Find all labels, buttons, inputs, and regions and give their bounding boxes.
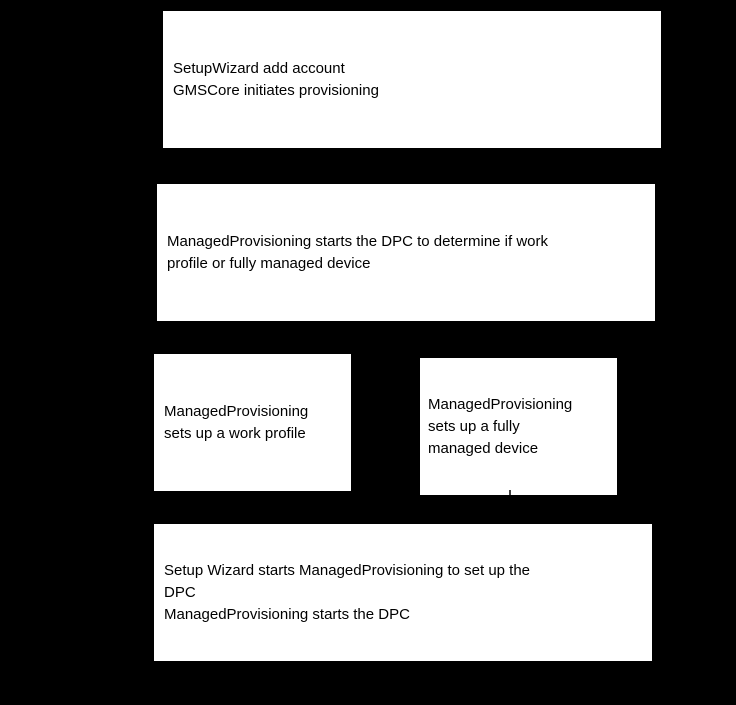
node-text-line: Setup Wizard starts ManagedProvisioning to set up the: [164, 561, 531, 579]
node-managedprovisioning-starts-dpc: [157, 184, 655, 321]
node-text-line: ManagedProvisioning starts the DPC to determine if work: [167, 232, 549, 250]
node-setupwizard-add-account: [163, 11, 661, 148]
node-text-line: ManagedProvisioning starts the DPC: [164, 605, 410, 623]
node-fully-managed-device-setup: [420, 358, 617, 495]
node-text-line: sets up a work profile: [164, 424, 306, 442]
node-text-line: sets up a fully: [428, 417, 520, 435]
node-text-line: profile or fully managed device: [167, 254, 371, 272]
node-setupwizard-starts-managedprovisioning: [154, 524, 652, 661]
node-text-line: SetupWizard add account: [173, 59, 345, 77]
node-text-line: ManagedProvisioning: [164, 402, 309, 420]
node-text-line: GMSCore initiates provisioning: [173, 81, 379, 99]
node-text-line: DPC: [164, 583, 196, 601]
node-text-line: ManagedProvisioning: [428, 395, 573, 413]
node-text-line: managed device: [428, 439, 539, 457]
node-work-profile-setup: [154, 354, 351, 491]
